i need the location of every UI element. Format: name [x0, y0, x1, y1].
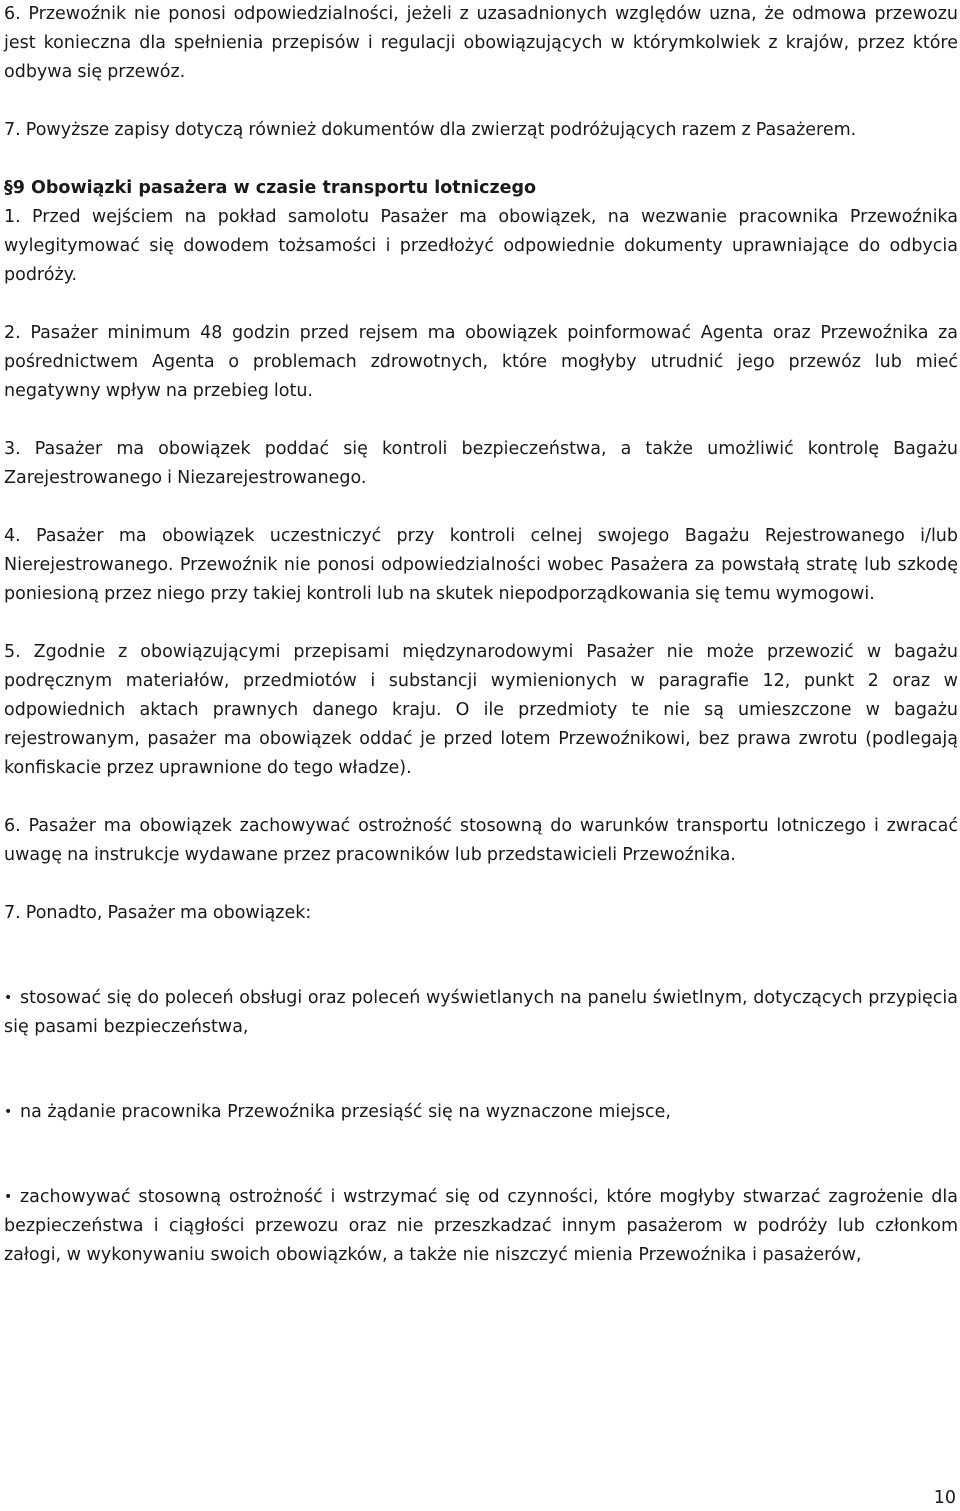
section-item-4: 4. Pasażer ma obowiązek uczestniczyć przy kontroli celnej swojego Bagażu Rejestrowanego i/lub Nierejestrowanego. Przewoźnik nie ponosi odpowiedzialności wobec Pasażera za powstałą stratę lub szkodę poniesioną przez niego przy takiej kontroli lub na skutek niepodporządkowania się temu wymogowi. [4, 526, 958, 604]
section-heading: §9 Obowiązki pasażera w czasie transportu lotniczego [4, 178, 537, 198]
bullet-icon: • [4, 1104, 13, 1120]
bullet-text: zachowywać stosowną ostrożność i wstrzymać się od czynności, które mogłyby stwarzać zagrożenie dla bezpieczeństwa i ciągłości przewozu oraz nie przeszkadzać innym pasażerom w podróży lub członkom załogi, w wykonywaniu swoich obowiązków, a także nie niszczyć mienia Przewoźnika i pasażerów, [4, 1187, 958, 1265]
section-item-7: 7. Ponadto, Pasażer ma obowiązek: [4, 903, 312, 923]
section-item-3: 3. Pasażer ma obowiązek poddać się kontroli bezpieczeństwa, a także umożliwić kontrolę Bagażu Zarejestrowanego i Niezarejestrowanego. [4, 439, 958, 488]
paragraph-7: 7. Powyższe zapisy dotyczą również dokumentów dla zwierząt podróżujących razem z Pasażerem. [4, 120, 857, 140]
paragraph-6: 6. Przewoźnik nie ponosi odpowiedzialności, jeżeli z uzasadnionych względów uzna, że odmowa przewozu jest konieczna dla spełnienia przepisów i regulacji obowiązujących w którymkolwiek z krajów, przez które odbywa się przewóz. [4, 4, 958, 82]
bullet-text: na żądanie pracownika Przewoźnika przesiąść się na wyznaczone miejsce, [20, 1102, 671, 1122]
bullet-item [4, 1098, 958, 1127]
bullet-icon: • [4, 1189, 13, 1205]
section-item-5: 5. Zgodnie z obowiązującymi przepisami międzynarodowymi Pasażer nie może przewozić w bagażu podręcznym materiałów, przedmiotów i substancji wymienionych w paragrafie 12, punkt 2 oraz w odpowiednich aktach prawnych danego kraju. O ile przedmioty te nie są umieszczone w bagażu rejestrowanym, pasażer ma obowiązek oddać je przed lotem Przewoźnikowi, bez prawa zwrotu (podlegają konfiskacie przez uprawnione do tego władze). [4, 642, 958, 778]
bullet-item [4, 1183, 958, 1270]
bullet-icon: • [4, 990, 13, 1006]
document-page [4, 0, 958, 1270]
section-item-2: 2. Pasażer minimum 48 godzin przed rejsem ma obowiązek poinformować Agenta oraz Przewoźnika za pośrednictwem Agenta o problemach zdrowotnych, które mogłyby utrudnić jego przewóz lub mieć negatywny wpływ na przebieg lotu. [4, 323, 958, 401]
bullet-item [4, 984, 958, 1042]
page-number: 10 [933, 1488, 956, 1508]
section-item-6: 6. Pasażer ma obowiązek zachowywać ostrożność stosowną do warunków transportu lotniczego i zwracać uwagę na instrukcje wydawane przez pracowników lub przedstawicieli Przewoźnika. [4, 816, 958, 865]
section-item-1: 1. Przed wejściem na pokład samolotu Pasażer ma obowiązek, na wezwanie pracownika Przewoźnika wylegitymować się dowodem tożsamości i przedłożyć odpowiednie dokumenty uprawniające do odbycia podróży. [4, 207, 958, 285]
bullet-text: stosować się do poleceń obsługi oraz poleceń wyświetlanych na panelu świetlnym, dotyczących przypięcia się pasami bezpieczeństwa, [4, 988, 958, 1037]
